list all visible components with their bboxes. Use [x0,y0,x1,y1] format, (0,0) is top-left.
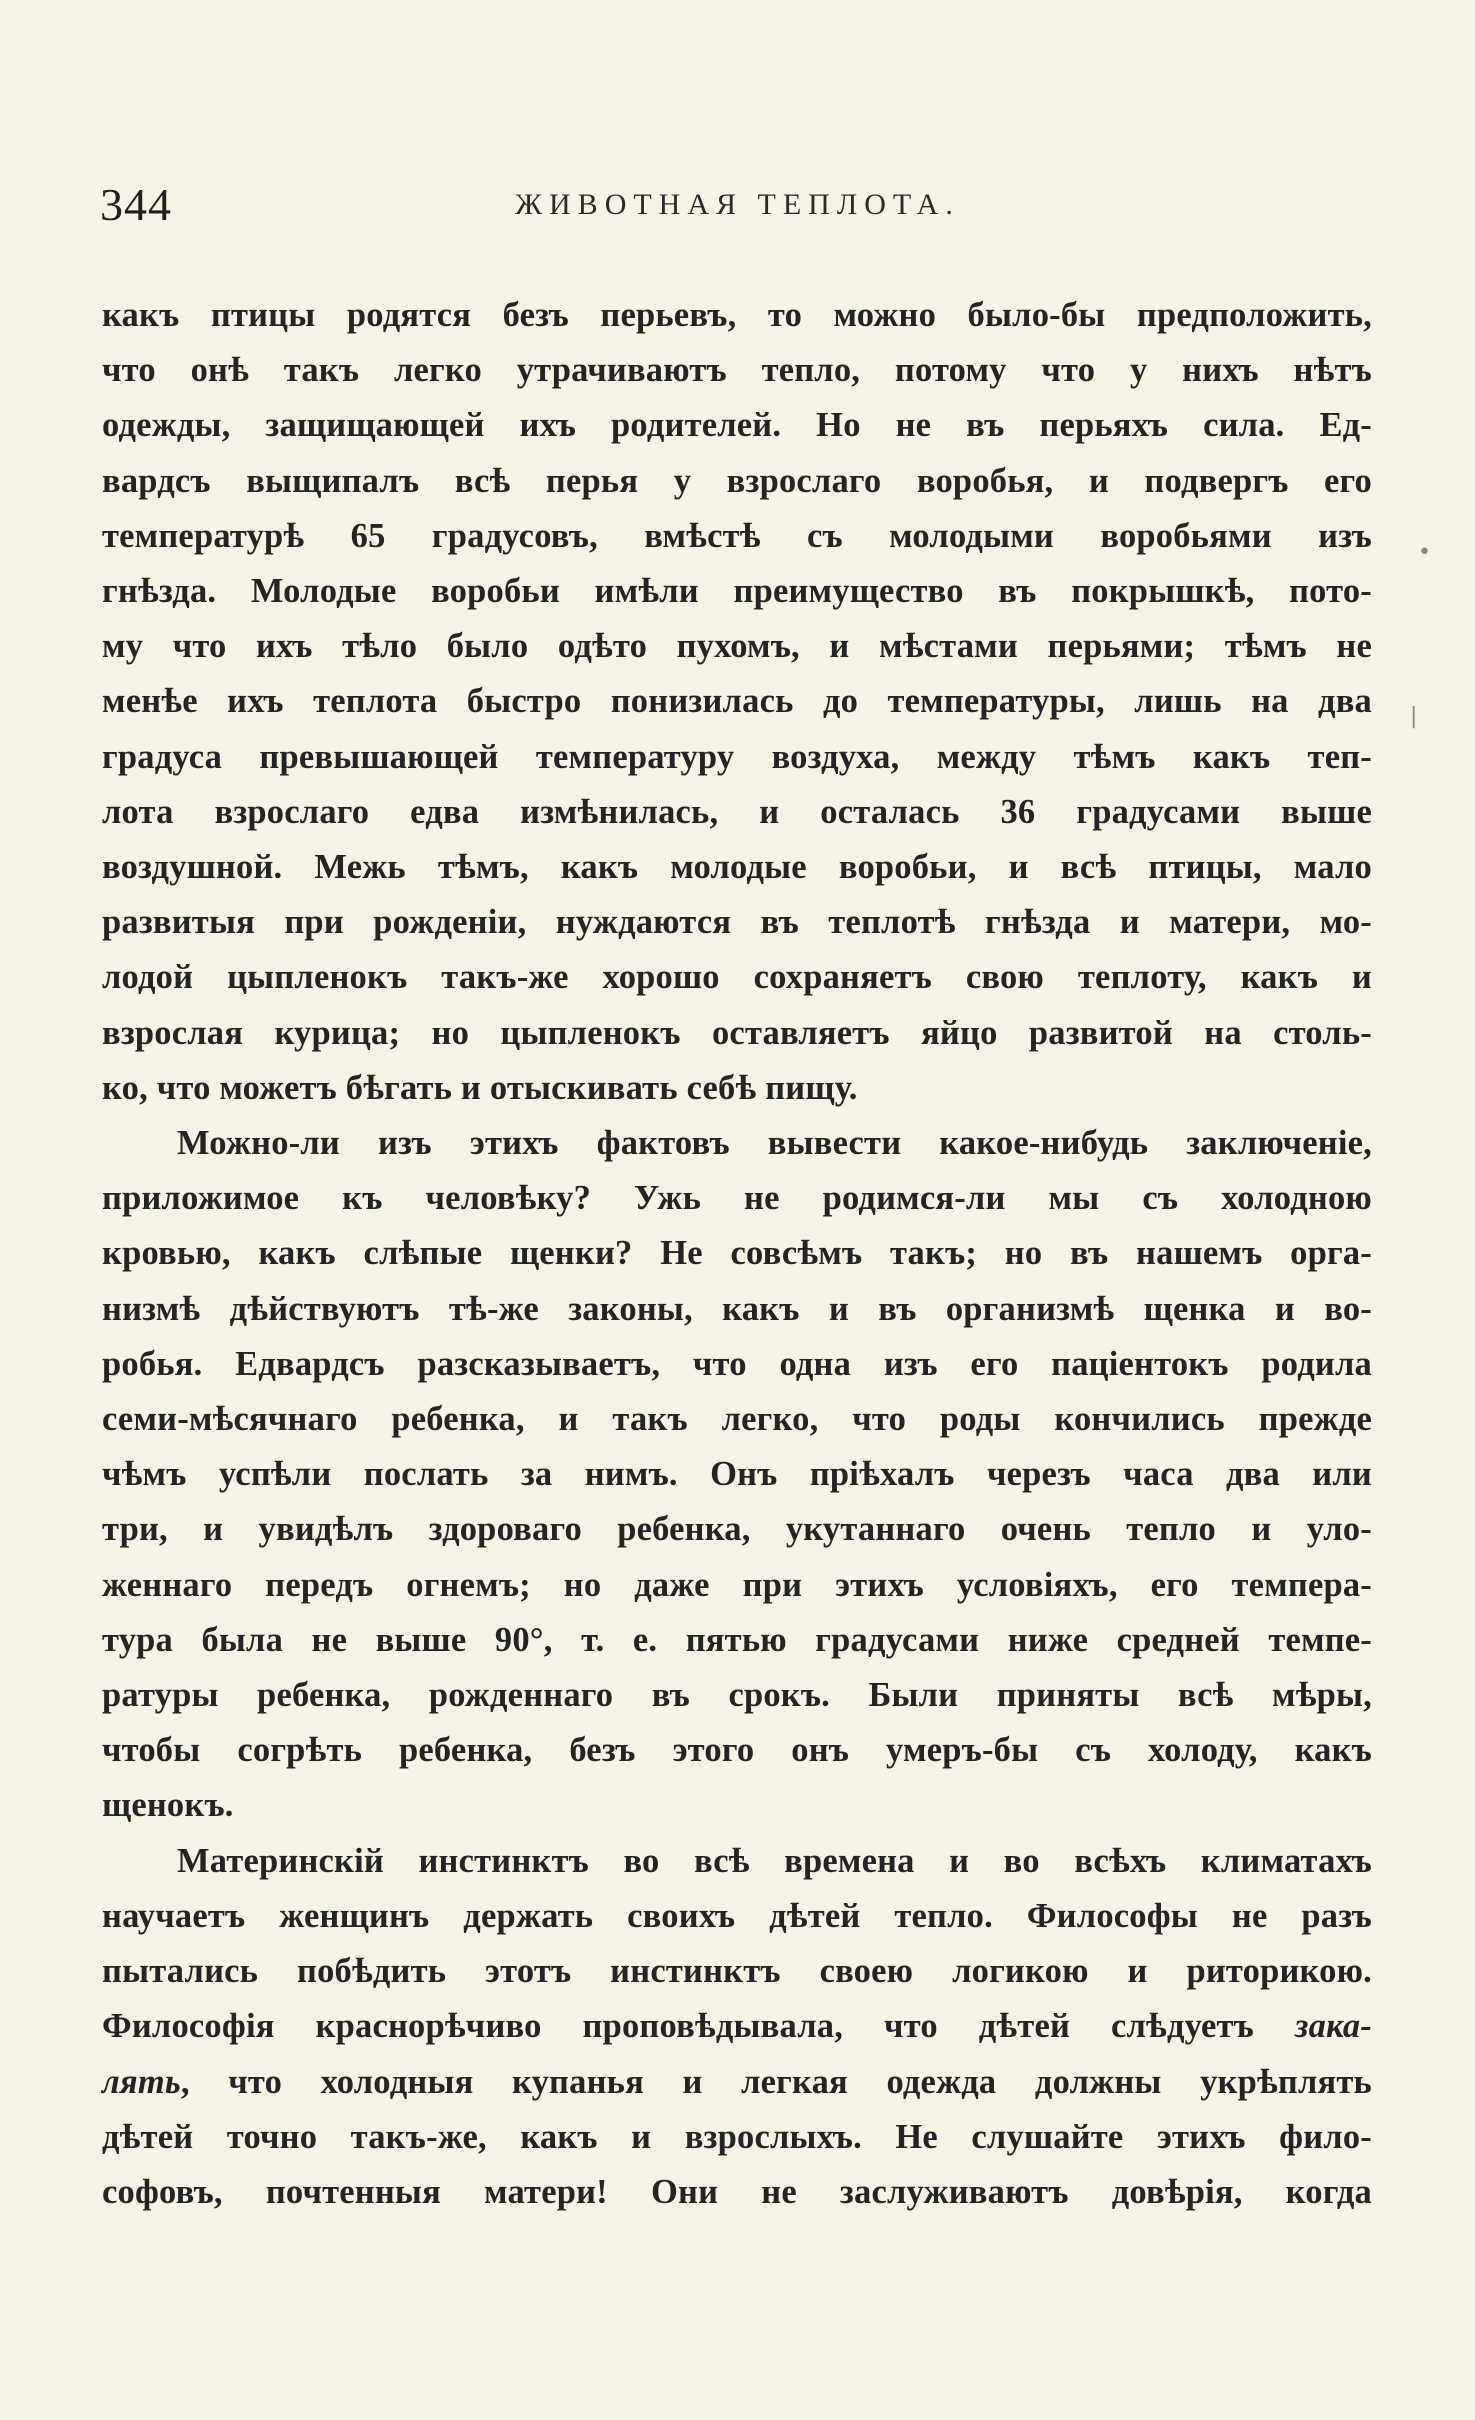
text-line: дѣтей точно такъ-же, какъ и взрослыхъ. Не слушайте этихъ фило- [102,2117,1372,2156]
text-line: пытались побѣдить этотъ инстинктъ своею логикою и риторикою. [102,1952,1372,1991]
text-line: приложимое къ человѣку? Ужь не родимся-ли мы съ холодною [102,1179,1372,1218]
text-line-main: , что холодныя купанья и легкая одежда должны укрѣплять [180,2062,1372,2101]
text-line: Материнскій инстинктъ во всѣ времена и во всѣхъ климатахъ [177,1841,1372,1880]
text-line: му что ихъ тѣло было одѣто пухомъ, и мѣстами перьями; тѣмъ не [102,627,1372,666]
text-line [102,2055,1372,2110]
text-line: кровью, какъ слѣпые щенки? Не совсѣмъ такъ; но въ нашемъ орга- [102,1234,1372,1273]
margin-tick: | [1410,704,1418,729]
text-line: какъ птицы родятся безъ перьевъ, то можно было-бы предположить, [102,296,1372,334]
text-line: лота взрослаго едва измѣнилась, и осталась 36 градусами выше [102,792,1372,831]
text-line: что онѣ такъ легко утрачиваютъ тепло, потому что у нихъ нѣтъ [102,351,1372,390]
text-line: гнѣзда. Молодые воробьи имѣли преимущество въ покрышкѣ, пото- [102,572,1372,611]
text-line: три, и увидѣлъ здороваго ребенка, укутаннаго очень тепло и уло- [102,1510,1372,1549]
text-line: робья. Едвардсъ разсказываетъ, что одна изъ его паціентокъ родила [102,1344,1372,1383]
text-line: взрослая курица; но цыпленокъ оставляетъ яйцо развитой на столь- [102,1013,1372,1052]
text-line: софовъ, почтенныя матери! Они не заслуживаютъ довѣрія, когда [102,2172,1372,2211]
text-line: тура была не выше 90°, т. е. пятью градусами ниже средней темпе- [102,1620,1372,1659]
page-header [100,175,1375,235]
text-line: чтобы согрѣть ребенка, безъ этого онъ умеръ-бы съ холоду, какъ [102,1731,1372,1770]
text-line: Можно-ли изъ этихъ фактовъ вывести какое-нибудь заключеніе, [177,1124,1372,1163]
italic-word: зака- [1294,2007,1372,2046]
text-line: щенокъ. [102,1786,234,1825]
text-line: воздушной. Межь тѣмъ, какъ молодые воробьи, и всѣ птицы, мало [102,848,1372,887]
text-line: женнаго передъ огнемъ; но даже при этихъ условіяхъ, его темпера- [102,1565,1372,1604]
text-line: семи-мѣсячнаго ребенка, и такъ легко, что роды кончились прежде [102,1400,1372,1439]
text-line: низмѣ дѣйствуютъ тѣ-же законы, какъ и въ организмѣ щенка и во- [102,1289,1372,1328]
text-line: вардсъ выщипалъ всѣ перья у взрослаго воробья, и подвергъ его [102,461,1372,500]
margin-dot: • [1418,540,1431,565]
text-line: ратуры ребенка, рожденнаго въ срокъ. Были приняты всѣ мѣры, [102,1676,1372,1715]
running-title: ЖИВОТНАЯ ТЕПЛОТА. [515,188,960,221]
text-line: чѣмъ успѣли послать за нимъ. Онъ пріѣхалъ черезъ часа два или [102,1455,1372,1494]
text-line: развитыя при рожденіи, нуждаются въ теплотѣ гнѣзда и матери, мо- [102,903,1372,942]
text-line: температурѣ 65 градусовъ, вмѣстѣ съ молодыми воробьями изъ [102,516,1372,555]
text-line: одежды, защищающей ихъ родителей. Но не въ перьяхъ сила. Ед- [102,406,1372,445]
text-line: ко, что можетъ бѣгать и отыскивать себѣ пищу. [102,1068,858,1107]
text-line: менѣе ихъ теплота быстро понизилась до температуры, лишь на два [102,682,1372,721]
text-line: градуса превышающей температуру воздуха, между тѣмъ какъ теп- [102,737,1372,776]
text-line-main: Философія краснорѣчиво проповѣдывала, что дѣтей слѣдуетъ [102,2007,1254,2046]
italic-word: лять [102,2062,181,2101]
text-line [102,1999,1372,2054]
text-line: научаетъ женщинъ держать своихъ дѣтей тепло. Философы не разъ [102,1896,1372,1935]
page-number: 344 [100,179,172,230]
body-text [102,288,1372,2220]
text-line: лодой цыпленокъ такъ-же хорошо сохраняетъ свою теплоту, какъ и [102,958,1372,997]
